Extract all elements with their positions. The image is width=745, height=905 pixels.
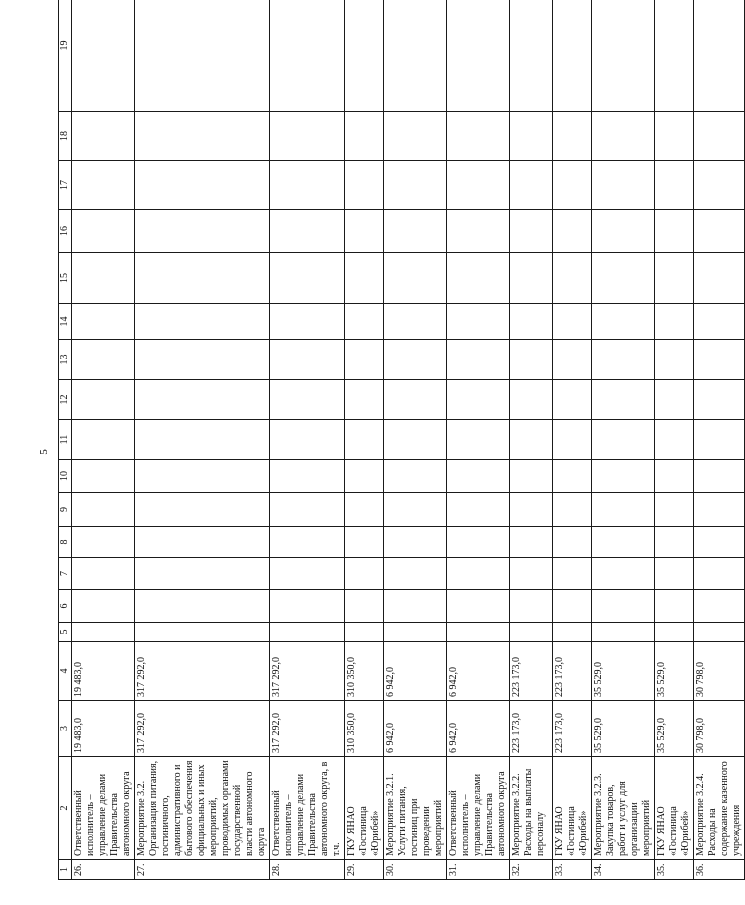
empty-cell — [72, 590, 135, 623]
column-header: 16 — [59, 210, 72, 253]
column-header: 6 — [59, 590, 72, 623]
empty-cell — [72, 340, 135, 380]
empty-cell — [694, 460, 745, 493]
row-number-cell: 31. — [447, 860, 510, 880]
table-row — [510, 0, 553, 880]
empty-cell — [447, 304, 510, 340]
empty-cell — [447, 380, 510, 420]
empty-cell — [447, 527, 510, 558]
empty-cell — [384, 112, 447, 161]
value-cell-col4: 19 483,0 — [72, 642, 135, 701]
empty-cell — [510, 590, 553, 623]
table-row — [384, 0, 447, 880]
empty-cell — [694, 380, 745, 420]
empty-cell — [655, 558, 694, 590]
empty-cell — [553, 304, 592, 340]
empty-cell — [72, 460, 135, 493]
column-header: 5 — [59, 623, 72, 642]
row-number-cell: 30. — [384, 860, 447, 880]
row-name-cell: Мероприятие 3.2.4. Расходы на содержание казенного учреждения — [694, 757, 745, 860]
empty-cell — [510, 253, 553, 304]
empty-cell — [694, 112, 745, 161]
empty-cell — [655, 420, 694, 460]
empty-cell — [345, 304, 384, 340]
value-cell-col4: 223 173,0 — [553, 642, 592, 701]
table-row — [345, 0, 384, 880]
empty-cell — [345, 460, 384, 493]
empty-cell — [655, 527, 694, 558]
column-header: 19 — [59, 0, 72, 112]
empty-cell — [553, 161, 592, 210]
empty-cell — [694, 0, 745, 112]
empty-cell — [345, 112, 384, 161]
empty-cell — [270, 590, 345, 623]
empty-cell — [655, 380, 694, 420]
row-number-cell: 35. — [655, 860, 694, 880]
empty-cell — [345, 210, 384, 253]
empty-cell — [345, 623, 384, 642]
empty-cell — [270, 304, 345, 340]
table-row — [447, 0, 510, 880]
empty-cell — [510, 112, 553, 161]
empty-cell — [345, 340, 384, 380]
row-number-cell: 29. — [345, 860, 384, 880]
empty-cell — [72, 0, 135, 112]
empty-cell — [510, 527, 553, 558]
empty-cell — [655, 112, 694, 161]
empty-cell — [384, 420, 447, 460]
empty-cell — [694, 253, 745, 304]
empty-cell — [510, 493, 553, 527]
column-header: 12 — [59, 380, 72, 420]
empty-cell — [384, 253, 447, 304]
column-header: 9 — [59, 493, 72, 527]
table-row — [655, 0, 694, 880]
empty-cell — [345, 253, 384, 304]
empty-cell — [592, 340, 655, 380]
empty-cell — [694, 527, 745, 558]
empty-cell — [694, 304, 745, 340]
empty-cell — [72, 304, 135, 340]
empty-cell — [592, 380, 655, 420]
empty-cell — [447, 112, 510, 161]
empty-cell — [135, 112, 270, 161]
page-number: 5 — [38, 449, 50, 455]
header-row — [59, 0, 72, 880]
column-header: 18 — [59, 112, 72, 161]
row-number-cell: 28. — [270, 860, 345, 880]
empty-cell — [270, 420, 345, 460]
value-cell-col3: 317 292,0 — [135, 701, 270, 757]
value-cell-col3: 223 173,0 — [553, 701, 592, 757]
empty-cell — [553, 340, 592, 380]
empty-cell — [384, 623, 447, 642]
empty-cell — [592, 460, 655, 493]
empty-cell — [655, 210, 694, 253]
empty-cell — [72, 112, 135, 161]
table-row — [553, 0, 592, 880]
empty-cell — [135, 527, 270, 558]
empty-cell — [345, 590, 384, 623]
row-name-cell: Мероприятие 3.2.3. Закупка товаров, работ и услуг для организации мероприятий — [592, 757, 655, 860]
value-cell-col4: 317 292,0 — [270, 642, 345, 701]
empty-cell — [592, 112, 655, 161]
empty-cell — [553, 210, 592, 253]
empty-cell — [510, 210, 553, 253]
column-header: 17 — [59, 161, 72, 210]
row-name-cell: Мероприятие 3.2.1. Услуги питания, гостиниц при проведении мероприятий — [384, 757, 447, 860]
empty-cell — [694, 590, 745, 623]
table-row — [694, 0, 745, 880]
empty-cell — [72, 420, 135, 460]
empty-cell — [553, 527, 592, 558]
value-cell-col3: 6 942,0 — [447, 701, 510, 757]
empty-cell — [510, 340, 553, 380]
column-header: 2 — [59, 757, 72, 860]
empty-cell — [72, 558, 135, 590]
empty-cell — [135, 210, 270, 253]
empty-cell — [270, 493, 345, 527]
empty-cell — [694, 210, 745, 253]
column-header: 13 — [59, 340, 72, 380]
empty-cell — [553, 460, 592, 493]
empty-cell — [592, 253, 655, 304]
row-number-cell: 27. — [135, 860, 270, 880]
value-cell-col3: 317 292,0 — [270, 701, 345, 757]
empty-cell — [345, 0, 384, 112]
empty-cell — [135, 460, 270, 493]
empty-cell — [384, 527, 447, 558]
empty-cell — [345, 161, 384, 210]
row-number-cell: 34. — [592, 860, 655, 880]
empty-cell — [447, 623, 510, 642]
empty-cell — [553, 112, 592, 161]
column-header: 14 — [59, 304, 72, 340]
value-cell-col4: 35 529,0 — [592, 642, 655, 701]
empty-cell — [135, 623, 270, 642]
row-name-cell: Мероприятие 3.2. Организация питания, гостиничного, административного и бытового обеспечения официальных и иных мероприятий, проводимых органами государственной власти автономного округа — [135, 757, 270, 860]
empty-cell — [384, 380, 447, 420]
column-header: 10 — [59, 460, 72, 493]
table-row — [135, 0, 270, 880]
empty-cell — [655, 460, 694, 493]
empty-cell — [694, 340, 745, 380]
empty-cell — [510, 558, 553, 590]
value-cell-col3: 30 798,0 — [694, 701, 745, 757]
empty-cell — [447, 460, 510, 493]
rotated-table-container — [58, 30, 742, 880]
empty-cell — [345, 558, 384, 590]
empty-cell — [553, 0, 592, 112]
empty-cell — [270, 112, 345, 161]
value-cell-col4: 30 798,0 — [694, 642, 745, 701]
empty-cell — [592, 493, 655, 527]
empty-cell — [510, 304, 553, 340]
value-cell-col4: 223 173,0 — [510, 642, 553, 701]
row-name-cell: Ответственный исполнитель – управление делами Правительства автономного округа — [72, 757, 135, 860]
empty-cell — [345, 493, 384, 527]
row-number-cell: 26. — [72, 860, 135, 880]
value-cell-col4: 6 942,0 — [384, 642, 447, 701]
empty-cell — [72, 527, 135, 558]
empty-cell — [447, 340, 510, 380]
empty-cell — [270, 623, 345, 642]
empty-cell — [592, 527, 655, 558]
empty-cell — [553, 253, 592, 304]
empty-cell — [694, 558, 745, 590]
column-header: 1 — [59, 860, 72, 880]
table-body — [72, 0, 745, 880]
empty-cell — [270, 558, 345, 590]
row-name-cell: ГКУ ЯНАО «Гостиница «Юрибей» — [553, 757, 592, 860]
empty-cell — [592, 304, 655, 340]
empty-cell — [447, 493, 510, 527]
empty-cell — [592, 161, 655, 210]
column-header: 8 — [59, 527, 72, 558]
empty-cell — [694, 493, 745, 527]
row-number-cell: 36. — [694, 860, 745, 880]
empty-cell — [592, 210, 655, 253]
empty-cell — [592, 558, 655, 590]
empty-cell — [384, 590, 447, 623]
empty-cell — [655, 304, 694, 340]
value-cell-col3: 310 350,0 — [345, 701, 384, 757]
empty-cell — [510, 420, 553, 460]
empty-cell — [447, 590, 510, 623]
empty-cell — [72, 380, 135, 420]
empty-cell — [553, 558, 592, 590]
value-cell-col3: 35 529,0 — [655, 701, 694, 757]
column-header: 4 — [59, 642, 72, 701]
column-header: 7 — [59, 558, 72, 590]
empty-cell — [345, 527, 384, 558]
empty-cell — [270, 253, 345, 304]
empty-cell — [384, 340, 447, 380]
empty-cell — [72, 493, 135, 527]
value-cell-col4: 310 350,0 — [345, 642, 384, 701]
row-name-cell: ГКУ ЯНАО «Гостиница «Юрибей» — [345, 757, 384, 860]
empty-cell — [135, 304, 270, 340]
empty-cell — [270, 161, 345, 210]
empty-cell — [447, 420, 510, 460]
empty-cell — [270, 460, 345, 493]
empty-cell — [447, 210, 510, 253]
empty-cell — [270, 340, 345, 380]
empty-cell — [655, 623, 694, 642]
row-name-cell: Мероприятие 3.2.2. Расходы на выплаты персоналу — [510, 757, 553, 860]
table-row — [592, 0, 655, 880]
empty-cell — [553, 590, 592, 623]
value-cell-col4: 317 292,0 — [135, 642, 270, 701]
empty-cell — [135, 0, 270, 112]
value-cell-col4: 35 529,0 — [655, 642, 694, 701]
row-number-cell: 32. — [510, 860, 553, 880]
empty-cell — [553, 380, 592, 420]
empty-cell — [553, 493, 592, 527]
row-name-cell: Ответственный исполнитель – управление делами Правительства автономного округа, в т.ч. — [270, 757, 345, 860]
column-header: 15 — [59, 253, 72, 304]
empty-cell — [447, 253, 510, 304]
empty-cell — [655, 590, 694, 623]
empty-cell — [135, 380, 270, 420]
table-row — [270, 0, 345, 880]
budget-table — [58, 0, 745, 880]
empty-cell — [447, 558, 510, 590]
empty-cell — [384, 493, 447, 527]
empty-cell — [135, 253, 270, 304]
empty-cell — [510, 380, 553, 420]
empty-cell — [345, 380, 384, 420]
empty-cell — [655, 161, 694, 210]
value-cell-col3: 6 942,0 — [384, 701, 447, 757]
empty-cell — [135, 161, 270, 210]
empty-cell — [592, 420, 655, 460]
row-name-cell: ГКУ ЯНАО «Гостиница «Юрибей» — [655, 757, 694, 860]
row-name-cell: Ответственный исполнитель – управление делами Правительства автономного округа — [447, 757, 510, 860]
value-cell-col3: 35 529,0 — [592, 701, 655, 757]
empty-cell — [592, 0, 655, 112]
empty-cell — [72, 210, 135, 253]
empty-cell — [270, 0, 345, 112]
empty-cell — [384, 304, 447, 340]
empty-cell — [135, 340, 270, 380]
value-cell-col3: 223 173,0 — [510, 701, 553, 757]
empty-cell — [447, 161, 510, 210]
empty-cell — [694, 623, 745, 642]
empty-cell — [553, 623, 592, 642]
empty-cell — [694, 420, 745, 460]
empty-cell — [72, 623, 135, 642]
empty-cell — [655, 340, 694, 380]
empty-cell — [384, 161, 447, 210]
empty-cell — [135, 420, 270, 460]
empty-cell — [447, 0, 510, 112]
empty-cell — [592, 623, 655, 642]
empty-cell — [135, 493, 270, 527]
empty-cell — [553, 420, 592, 460]
empty-cell — [694, 161, 745, 210]
table-row — [72, 0, 135, 880]
empty-cell — [270, 210, 345, 253]
empty-cell — [655, 253, 694, 304]
value-cell-col4: 6 942,0 — [447, 642, 510, 701]
empty-cell — [384, 210, 447, 253]
empty-cell — [510, 0, 553, 112]
empty-cell — [135, 558, 270, 590]
empty-cell — [510, 460, 553, 493]
empty-cell — [345, 420, 384, 460]
column-header: 11 — [59, 420, 72, 460]
empty-cell — [72, 253, 135, 304]
empty-cell — [510, 623, 553, 642]
empty-cell — [135, 590, 270, 623]
empty-cell — [72, 161, 135, 210]
row-number-cell: 33. — [553, 860, 592, 880]
empty-cell — [655, 493, 694, 527]
column-header: 3 — [59, 701, 72, 757]
empty-cell — [655, 0, 694, 112]
empty-cell — [510, 161, 553, 210]
empty-cell — [270, 527, 345, 558]
empty-cell — [384, 460, 447, 493]
empty-cell — [384, 558, 447, 590]
empty-cell — [592, 590, 655, 623]
value-cell-col3: 19 483,0 — [72, 701, 135, 757]
empty-cell — [384, 0, 447, 112]
empty-cell — [270, 380, 345, 420]
